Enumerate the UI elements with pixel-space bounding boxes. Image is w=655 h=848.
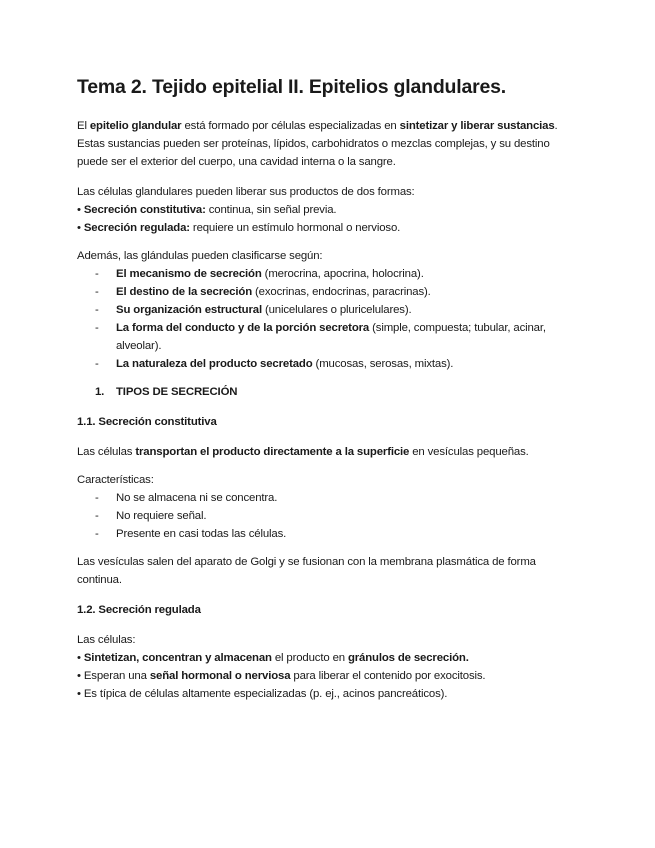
dash-icon: - bbox=[95, 492, 99, 505]
intro-text: . bbox=[554, 120, 558, 133]
classification-lead: Además, las glándulas pueden clasificarse según: bbox=[77, 250, 323, 263]
dash-icon: - bbox=[95, 358, 99, 371]
release-list bbox=[77, 201, 577, 237]
item-text: (simple, compuesta; tubular, acinar, alveolar). bbox=[116, 322, 546, 353]
sub11-closing: Las vesículas salen del aparato de Golgi y se fusionan con la membrana plasmática de forma continua. bbox=[77, 556, 536, 587]
intro-paragraph-1 bbox=[77, 117, 577, 135]
item-term: La naturaleza del producto secretado bbox=[116, 358, 313, 371]
item-term: gránulos de secreción. bbox=[347, 652, 469, 665]
item-text: continua, sin señal previa. bbox=[205, 204, 337, 217]
item-text: el producto en bbox=[271, 652, 348, 665]
item-text: (exocrinas, endocrinas, paracrinas). bbox=[252, 286, 431, 299]
item-text: Presente en casi todas las células. bbox=[116, 528, 287, 541]
item-term: señal hormonal o nerviosa bbox=[149, 670, 291, 683]
list-item bbox=[77, 685, 577, 703]
item-text: (mucosas, serosas, mixtas). bbox=[312, 358, 454, 371]
item-text: No requiere señal. bbox=[116, 510, 207, 523]
list-item bbox=[77, 301, 577, 319]
list-item bbox=[77, 355, 577, 373]
item-text: Es típica de células altamente especializadas (p. ej., acinos pancreáticos). bbox=[80, 688, 448, 701]
section-number: 1. bbox=[95, 386, 105, 399]
sub11-paragraph bbox=[77, 443, 577, 461]
dash-icon: - bbox=[95, 322, 99, 335]
bullet-icon: • bbox=[77, 670, 81, 683]
item-text: No se almacena ni se concentra. bbox=[116, 492, 278, 505]
subsection-heading-1-1: 1.1. Secreción constitutiva bbox=[77, 416, 217, 429]
list-item bbox=[77, 507, 577, 525]
dash-icon: - bbox=[95, 528, 99, 541]
item-term: Secreción regulada: bbox=[83, 222, 190, 235]
item-term: Su organización estructural bbox=[116, 304, 262, 317]
list-item bbox=[77, 219, 577, 237]
para-text: Las células bbox=[77, 446, 136, 459]
dash-icon: - bbox=[95, 286, 99, 299]
item-text: requiere un estímulo hormonal o nervioso. bbox=[189, 222, 401, 235]
bullet-icon: • bbox=[77, 204, 81, 217]
subsection-heading-1-2: 1.2. Secreción regulada bbox=[77, 604, 201, 617]
section-heading-1 bbox=[77, 383, 577, 401]
item-term: El mecanismo de secreción bbox=[116, 268, 262, 281]
features-list bbox=[77, 489, 577, 543]
item-text: (unicelulares o pluricelulares). bbox=[261, 304, 412, 317]
classification-list bbox=[77, 265, 577, 373]
list-item bbox=[77, 283, 577, 301]
list-item bbox=[77, 319, 577, 355]
item-term: El destino de la secreción bbox=[116, 286, 253, 299]
item-text: Esperan una bbox=[80, 670, 150, 683]
list-item bbox=[77, 201, 577, 219]
document-page bbox=[77, 76, 577, 703]
item-text: (merocrina, apocrina, holocrina). bbox=[261, 268, 424, 281]
list-item bbox=[77, 667, 577, 685]
list-item bbox=[77, 649, 577, 667]
item-term: Secreción constitutiva: bbox=[83, 204, 206, 217]
list-item bbox=[77, 525, 577, 543]
intro-term: sintetizar y liberar sustancias bbox=[399, 120, 555, 133]
bullet-icon: • bbox=[77, 222, 81, 235]
dash-icon: - bbox=[95, 510, 99, 523]
item-term: Sintetizan, concentran y almacenan bbox=[83, 652, 272, 665]
intro-paragraph-2: Estas sustancias pueden ser proteínas, lípidos, carbohidratos o mezclas complejas, y su destino puede ser el exterior del cuerpo, una cavidad interna o la sangre. bbox=[77, 138, 550, 169]
intro-text: está formado por células especializadas en bbox=[181, 120, 400, 133]
para-text: en vesículas pequeñas. bbox=[409, 446, 529, 459]
list-item bbox=[77, 265, 577, 283]
para-term: transportan el producto directamente a la superficie bbox=[135, 446, 410, 459]
intro-term: epitelio glandular bbox=[89, 120, 182, 133]
release-lead: Las células glandulares pueden liberar sus productos de dos formas: bbox=[77, 186, 415, 199]
list-item bbox=[77, 489, 577, 507]
section-title: TIPOS DE SECRECIÓN bbox=[116, 386, 238, 399]
bullet-icon: • bbox=[77, 688, 81, 701]
intro-text: El bbox=[77, 120, 90, 133]
sub12-lead: Las células: bbox=[77, 634, 136, 647]
item-term: La forma del conducto y de la porción secretora bbox=[116, 322, 370, 335]
item-text: para liberar el contenido por exocitosis. bbox=[290, 670, 486, 683]
page-title: Tema 2. Tejido epitelial II. Epitelios glandulares. bbox=[77, 76, 507, 98]
dash-icon: - bbox=[95, 304, 99, 317]
features-label: Características: bbox=[77, 474, 154, 487]
bullet-icon: • bbox=[77, 652, 81, 665]
dash-icon: - bbox=[95, 268, 99, 281]
sub12-list bbox=[77, 649, 577, 703]
